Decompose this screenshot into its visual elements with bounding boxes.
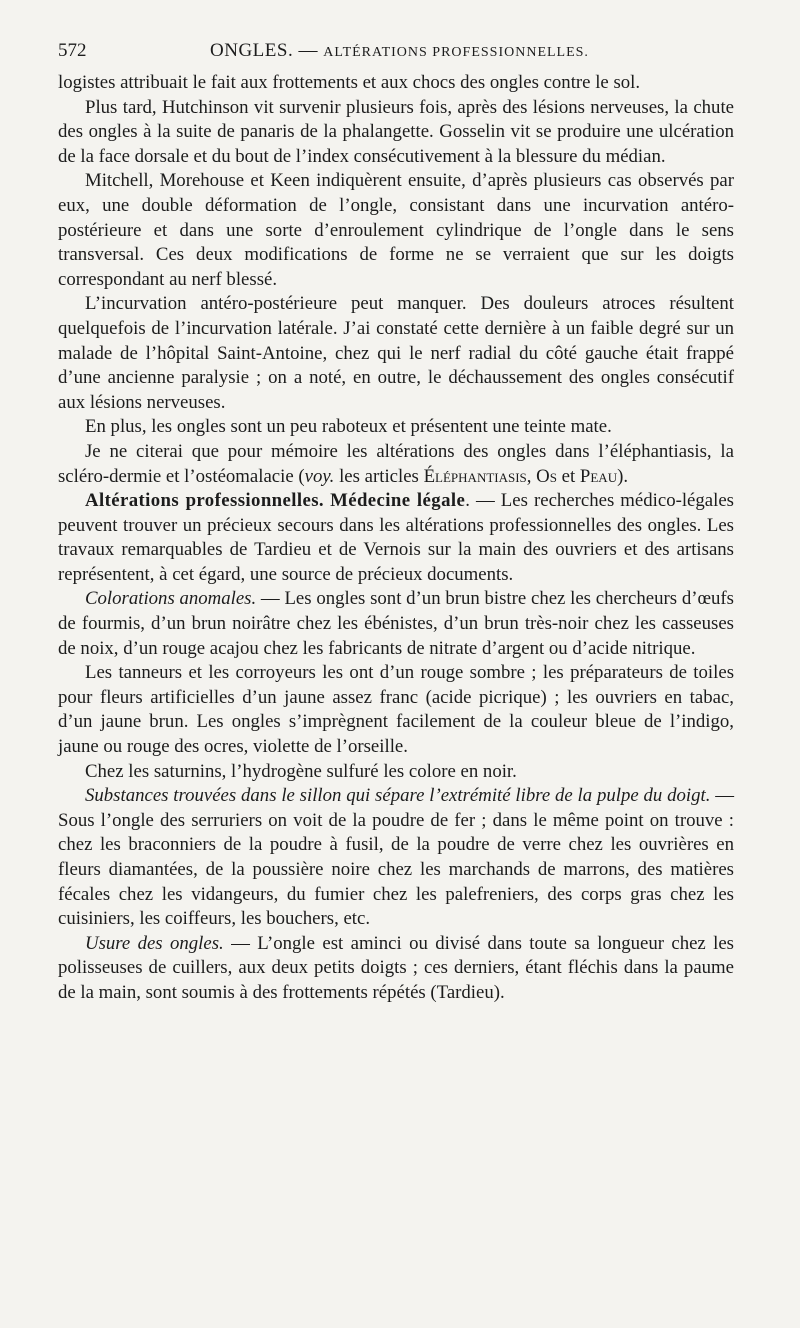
cross-reference-peau[interactable]: Peau [579, 465, 618, 487]
paragraph-substances [58, 784, 734, 932]
separator: , [526, 465, 537, 487]
paragraph-saturnins: Chez les saturnins, l’hydrogène sulfuré les colore en noir. [85, 760, 517, 782]
subheading-substances: Substances trouvées dans le sillon qui sépare l’extrémité libre de la pulpe du doigt. [85, 785, 711, 807]
voy-abbrev: voy. [304, 465, 335, 487]
page-body [58, 71, 734, 1006]
running-title-main: ONGLES. [210, 40, 294, 61]
paragraph-text: les articles [334, 465, 424, 487]
running-title [210, 40, 589, 62]
running-header [58, 40, 734, 68]
cross-reference-elephantiasis[interactable]: Éléphantiasis [423, 465, 527, 487]
paragraph-incurvation: L’incurvation antéro-postérieure peut manquer. Des douleurs atroces résultent quelquefois de l’incurvation latérale. J’ai constaté cette dernière à un faible degré sur un malade de l’hôpital Saint-Antoine, chez qui le nerf radial du côté gauche était frappé d’une ancienne paralysie ; on a noté, en outre, le déchaussement des ongles consécutif aux lésions nerveuses. [58, 293, 734, 413]
paragraph-text: . — Les recherches médico-légales peuvent trouver un précieux secours dans les altérations professionnelles des ongles. Les travaux remarquables de Tardieu et de Vernois sur la main des ouvriers et des artisans représentent, à cet égard, une source de précieux documents. [58, 490, 734, 585]
paragraph-raboteux: En plus, les ongles sont un peu raboteux et présentent une teinte mate. [85, 416, 612, 438]
page-number: 572 [58, 40, 87, 61]
cross-reference-os[interactable]: Os [536, 465, 557, 487]
paragraph-hutchinson: Plus tard, Hutchinson vit survenir plusieurs fois, après des lésions nerveuses, la chute des ongles à la suite de panaris de la phalangette. Gosselin vit se produire une ulcération de la face dorsale et du bout de l’index consécutivement à la blessure du médian. [58, 96, 734, 167]
paragraph-usure [58, 932, 734, 1006]
paragraph-elephantiasis [58, 440, 734, 489]
paragraph-alterations-professionnelles [58, 489, 734, 587]
subheading-usure: Usure des ongles. [85, 932, 224, 954]
paragraph-continued: logistes attribuait le fait aux frottements et aux chocs des ongles contre le sol. [58, 72, 641, 93]
running-title-separator: — [298, 40, 318, 61]
running-title-subtitle: ALTÉRATIONS PROFESSIONNELLES. [323, 45, 589, 60]
paragraph-text: Je ne citerai que pour mémoire les altérations des ongles dans l’éléphantiasis, la scléro-dermie et l’ostéomalacie ( [58, 440, 734, 487]
paragraph-text: ). [617, 465, 629, 487]
paragraph-text: — Sous l’ongle des serruriers on voit de la poudre de fer ; dans le même point on trouve : chez les braconniers de la poudre à fusil, de la poudre de verre chez les ouvrières en fleurs diamantées, de la poussière noire chez les marchands de marrons, des matières fécales chez les vidangeurs, du fumier chez les palefreniers, des corps gras chez les cuisiniers, les coiffeurs, les bouchers, etc. [58, 785, 735, 930]
subheading-colorations: Colorations anomales. [85, 588, 257, 610]
paragraph-mitchell: Mitchell, Morehouse et Keen indiquèrent ensuite, d’après plusieurs cas observés par eux, une double déformation de l’ongle, consistant dans une incurvation antéro-postérieure et dans une sorte d’enroulement cylindrique de l’ongle dans le sens transversal. Ces deux modifications de forme ne se verraient que sur les doigts correspondant au nerf blessé. [58, 170, 734, 290]
paragraph-text: — Les ongles sont d’un brun bistre chez les chercheurs d’œufs de fourmis, d’un brun noirâtre chez les ébénistes, d’un brun très-noir chez les casseuses de noix, d’un rouge acajou chez les fabricants de nitrate d’argent ou d’acide nitrique. [58, 588, 734, 659]
paragraph-colorations [58, 587, 734, 661]
paragraph-text: — L’ongle est aminci ou divisé dans toute sa longueur chez les polisseuses de cuillers, aux deux petits doigts ; ces derniers, étant fléchis dans la paume de la main, sont soumis à des frottements répétés (Tardieu). [58, 932, 734, 1003]
section-heading-alterations: Altérations professionnelles. [85, 490, 325, 512]
paragraph-text: et [556, 465, 580, 487]
section-heading-medecine-legale: Médecine légale [330, 490, 466, 512]
paragraph-tanneurs: Les tanneurs et les corroyeurs les ont d’un rouge sombre ; les préparateurs de toiles pour fleurs artificielles d’un jaune assez franc (acide picrique) ; les ouvriers en tabac, d’un jaune brun. Les ongles s’imprègnent facilement de la couleur bleue de l’indigo, jaune ou rouge des ocres, violette de l’orseille. [58, 662, 734, 758]
